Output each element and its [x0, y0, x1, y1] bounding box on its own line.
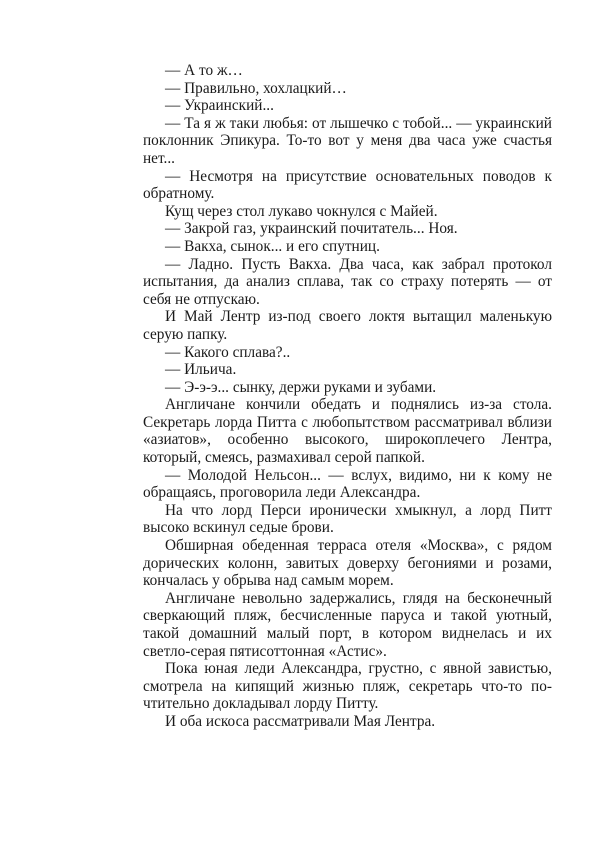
paragraph: — Вакха, сынок... и его спутниц.: [165, 237, 380, 255]
paragraph: Пока юная леди Александра, грустно, с явной завистью, смотрела на кипящий жизнью пляж, секретарь что-то почтительно докладывал лорду Питту.: [143, 660, 552, 713]
paragraph: — Несмотря на присутствие основательных поводов к обратному.: [143, 167, 552, 203]
paragraph: Кущ через стол лукаво чокнулся с Майей.: [165, 202, 438, 220]
paragraph: — Э-э-э... сынку, держи руками и зубами.: [165, 378, 437, 396]
paragraph: — Ладно. Пусть Вакха. Два часа, как забрал протокол испытания, да анализ сплава, так со страху потерять — от себя не отпускаю.: [143, 255, 552, 308]
paragraph: Обширная обеденная терраса отеля «Москва», с рядом дорических колонн, завитых доверху бегониями и розами, кончалась у обрыва над самым морем.: [143, 537, 552, 590]
paragraph: — Молодой Нельсон... — вслух, видимо, ни к кому не обращаясь, проговорила леди Александра.: [143, 466, 552, 502]
paragraph: И Май Лентр из-под своего локтя вытащил маленькую серую папку.: [143, 308, 552, 343]
paragraph: — Та я ж таки любья: от лышечко с тобой... — украинский поклонник Эпикура. То-то вот у меня два часа уже счастья нет...: [143, 114, 552, 167]
page-text: [143, 62, 552, 731]
paragraph: Англичане кончили обедать и поднялись из-за стола. Секретарь лорда Питта с любопытством рассматривал вблизи «азиатов», особенно высокого, широкоплечего Лентра, который, смеясь, размахивал серой папкой.: [143, 396, 552, 467]
paragraph: — Закрой газ, украинский почитатель... Ноя.: [165, 220, 458, 238]
paragraph: — Украинский...: [165, 97, 274, 115]
paragraph: Англичане невольно задержались, глядя на бесконечный сверкающий пляж, бесчисленные паруса и такой уютный, такой домашний малый порт, в котором виднелась и их светло-серая пятисоттонная «Астис».: [143, 589, 552, 660]
paragraph: — А то ж…: [165, 62, 243, 79]
paragraph: — Ильича.: [165, 361, 237, 379]
paragraph: И оба искоса рассматривали Мая Лентра.: [165, 712, 436, 730]
paragraph: — Правильно, хохлацкий…: [165, 79, 347, 97]
paragraph: На что лорд Перси иронически хмыкнул, а лорд Питт высоко вскинул седые брови.: [143, 501, 552, 537]
paragraph: — Какого сплава?..: [165, 343, 291, 361]
